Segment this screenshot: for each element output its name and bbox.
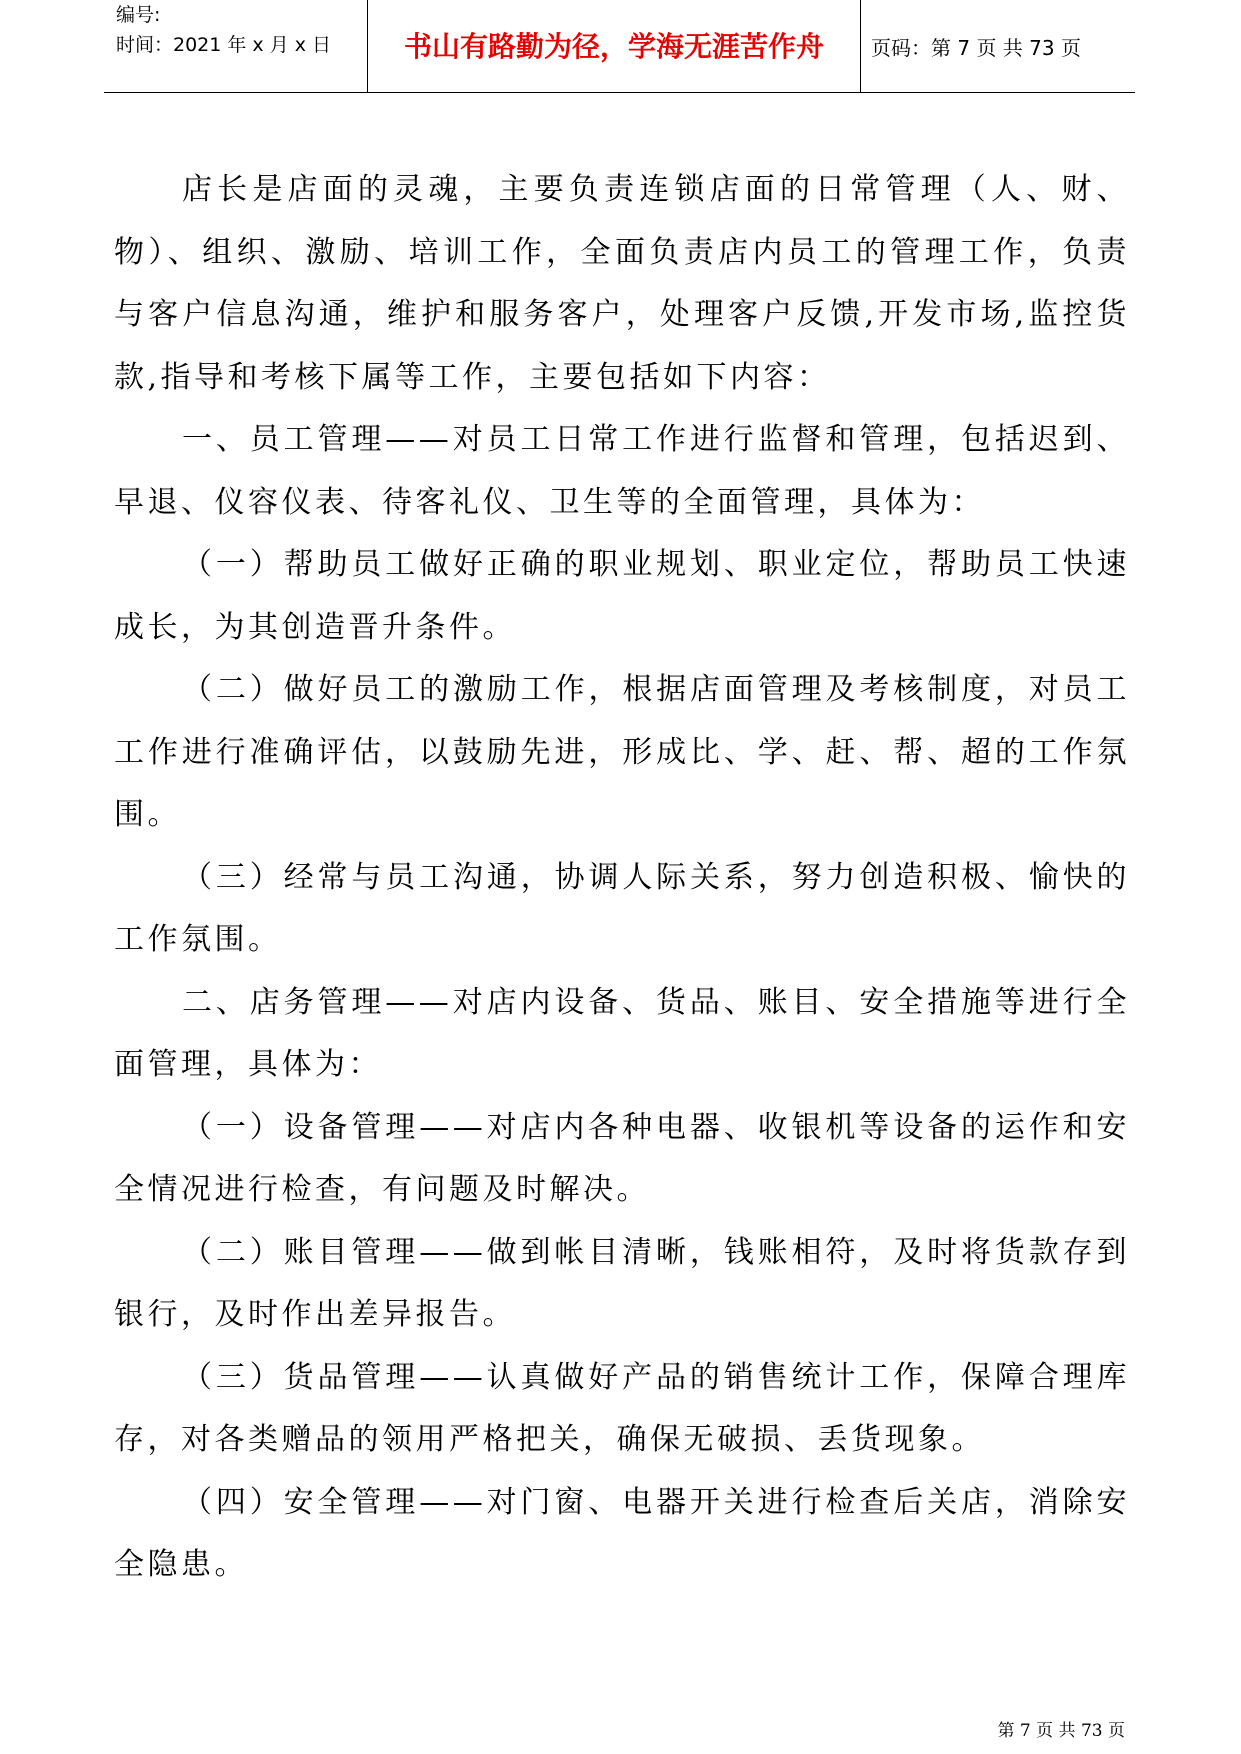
paragraph: （一）设备管理——对店内各种电器、收银机等设备的运作和安全情况进行检查，有问题及时解决。 [114, 1109, 1130, 1207]
header-right-cell [861, 0, 1135, 92]
header-page-number: 页码：第 7 页 共 73 页 [871, 36, 1081, 60]
document-body [114, 159, 1130, 1597]
page-header [104, 0, 1135, 93]
header-middle-cell [368, 0, 861, 92]
date-label: 时间：2021 年 x 月 x 日 [116, 34, 332, 56]
header-left-cell [104, 0, 368, 92]
paragraph: （一）帮助员工做好正确的职业规划、职业定位，帮助员工快速成长，为其创造晋升条件。 [114, 547, 1130, 645]
paragraph: （二）做好员工的激励工作，根据店面管理及考核制度，对员工工作进行准确评估，以鼓励先进，形成比、学、赶、帮、超的工作氛围。 [114, 672, 1130, 832]
paragraph: 一、员工管理——对员工日常工作进行监督和管理，包括迟到、早退、仪容仪表、待客礼仪、卫生等的全面管理，具体为： [114, 422, 1130, 520]
paragraph: （三）货品管理——认真做好产品的销售统计工作，保障合理库存，对各类赠品的领用严格把关，确保无破损、丢货现象。 [114, 1359, 1130, 1457]
paragraph: （三）经常与员工沟通，协调人际关系，努力创造积极、愉快的工作氛围。 [114, 859, 1130, 957]
footer-page-number: 第 7 页 共 73 页 [997, 1721, 1125, 1741]
header-motto: 书山有路勤为径，学海无涯苦作舟 [403, 30, 824, 63]
paragraph: （二）账目管理——做到帐目清晰，钱账相符，及时将货款存到银行，及时作出差异报告。 [114, 1234, 1130, 1332]
serial-number-label: 编号: [116, 4, 161, 26]
paragraph: （四）安全管理——对门窗、电器开关进行检查后关店，消除安全隐患。 [114, 1484, 1130, 1582]
paragraph: 店长是店面的灵魂，主要负责连锁店面的日常管理（人、财、物）、组织、激励、培训工作，全面负责店内员工的管理工作，负责与客户信息沟通，维护和服务客户，处理客户反馈,开发市场,监控货款,指导和考核下属等工作，主要包括如下内容： [114, 172, 1130, 395]
paragraph: 二、店务管理——对店内设备、货品、账目、安全措施等进行全面管理，具体为： [114, 984, 1130, 1082]
